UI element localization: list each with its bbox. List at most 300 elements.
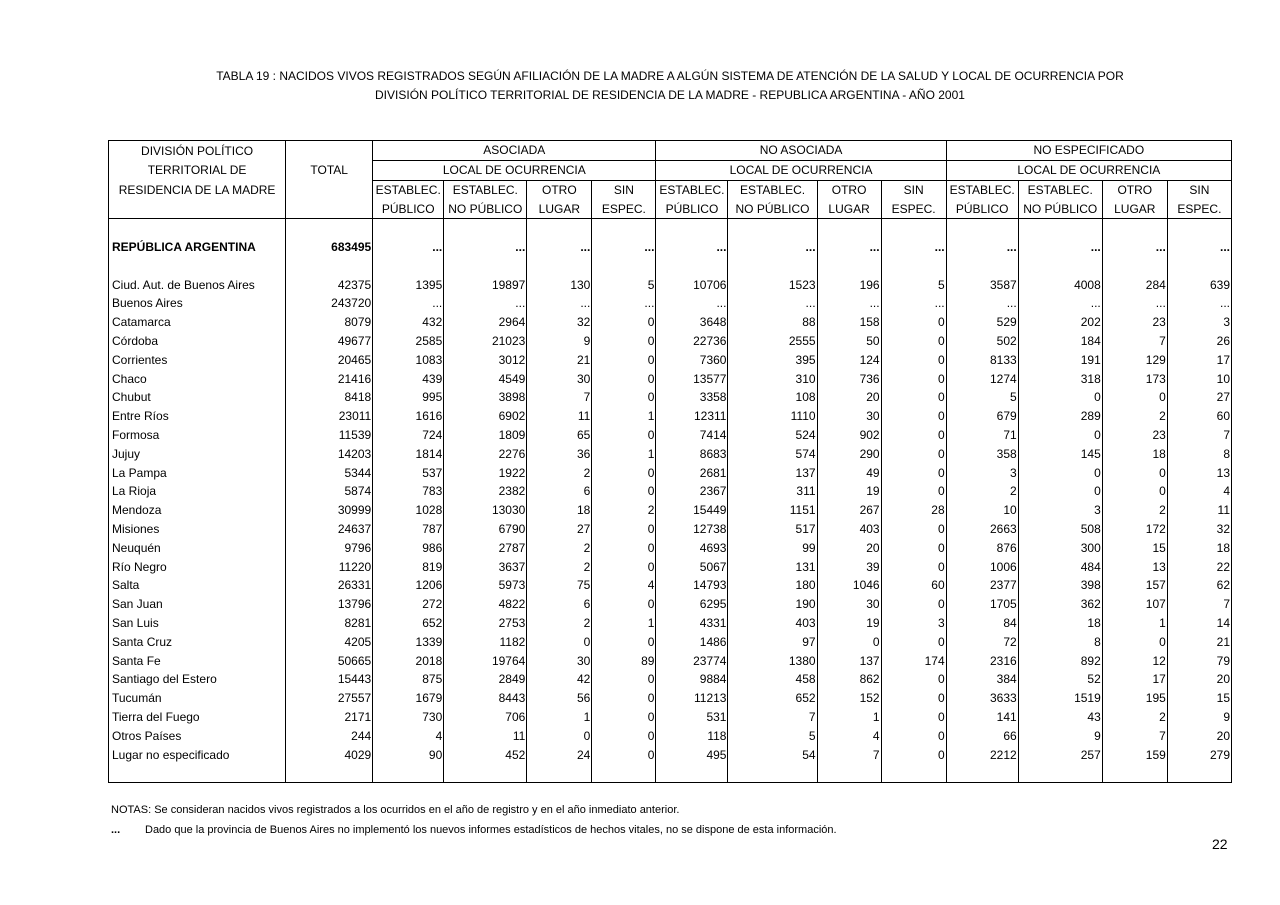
value-cell: 8443	[444, 689, 527, 708]
table-row	[109, 463, 1232, 482]
sub-header: ESPEC.	[592, 199, 656, 218]
value-cell: 0	[592, 388, 656, 407]
value-cell: 18	[1018, 614, 1102, 633]
value-cell: 0	[1018, 482, 1102, 501]
table-row	[109, 670, 1232, 689]
value-cell: 0	[592, 595, 656, 614]
blank-cell	[592, 764, 656, 783]
table-row	[109, 614, 1232, 633]
table-row	[109, 444, 1232, 463]
value-cell: 495	[656, 745, 728, 764]
sub-header: PÚBLICO	[946, 199, 1018, 218]
total-cell: 14203	[286, 444, 373, 463]
value-cell: ...	[728, 294, 817, 313]
value-cell: 0	[592, 520, 656, 539]
blank-cell	[1018, 219, 1102, 236]
value-cell: 28	[881, 501, 946, 520]
value-cell: 6790	[444, 520, 527, 539]
value-cell: 15	[1167, 689, 1231, 708]
value-cell: 11213	[656, 689, 728, 708]
value-cell: 1206	[373, 576, 444, 595]
value-cell: 7	[1102, 726, 1167, 745]
value-cell: 0	[881, 426, 946, 445]
value-cell: 23	[1102, 313, 1167, 332]
value-cell: 2018	[373, 651, 444, 670]
value-cell: 986	[373, 538, 444, 557]
value-cell: 202	[1018, 313, 1102, 332]
blank-cell	[1102, 219, 1167, 236]
blank-cell	[286, 259, 373, 275]
region-name: Tucumán	[109, 689, 286, 708]
value-cell: 300	[1018, 538, 1102, 557]
table-body	[109, 141, 1232, 783]
value-cell: 21	[527, 350, 592, 369]
value-cell: 2	[527, 463, 592, 482]
table-row	[109, 745, 1232, 764]
total-cell: 4205	[286, 632, 373, 651]
value-cell: 13	[1167, 463, 1231, 482]
value-cell: 3	[881, 614, 946, 633]
table-row	[109, 369, 1232, 388]
sub-header: ESTABLEC.	[728, 180, 817, 199]
value-cell: 10	[946, 501, 1018, 520]
value-cell: 99	[728, 538, 817, 557]
sub-header: ESPEC.	[1167, 199, 1231, 218]
total-cell: 244	[286, 726, 373, 745]
value-cell: 0	[881, 407, 946, 426]
value-cell: 19	[817, 482, 881, 501]
value-cell: 90	[373, 745, 444, 764]
blank-cell	[817, 259, 881, 275]
header-blank	[286, 180, 373, 199]
table-row	[109, 294, 1232, 313]
sub-header: ESPEC.	[881, 199, 946, 218]
value-cell: 3012	[444, 350, 527, 369]
value-cell: 706	[444, 708, 527, 727]
value-cell: 22736	[656, 332, 728, 351]
value-cell: 5	[592, 275, 656, 294]
value-cell: 3648	[656, 313, 728, 332]
region-name: Entre Ríos	[109, 407, 286, 426]
value-cell: 0	[881, 369, 946, 388]
value-cell: 180	[728, 576, 817, 595]
sub-header: ESTABLEC.	[444, 180, 527, 199]
table-row	[109, 708, 1232, 727]
value-cell: 508	[1018, 520, 1102, 539]
spacer-row	[109, 259, 1232, 275]
value-cell: 30	[527, 369, 592, 388]
value-cell: 524	[728, 426, 817, 445]
blank-cell	[1167, 259, 1231, 275]
value-cell: 0	[881, 689, 946, 708]
value-cell: 279	[1167, 745, 1231, 764]
value-cell: ...	[1102, 235, 1167, 259]
value-cell: 3633	[946, 689, 1018, 708]
value-cell: 384	[946, 670, 1018, 689]
value-cell: 36	[527, 444, 592, 463]
blank-cell	[656, 219, 728, 236]
blank-cell	[444, 259, 527, 275]
value-cell: 0	[881, 520, 946, 539]
value-cell: 310	[728, 369, 817, 388]
value-cell: 6902	[444, 407, 527, 426]
region-name: Catamarca	[109, 313, 286, 332]
value-cell: 0	[1018, 463, 1102, 482]
table-end-row	[109, 764, 1232, 783]
sub-header: OTRO	[1102, 180, 1167, 199]
value-cell: 995	[373, 388, 444, 407]
total-cell: 24637	[286, 520, 373, 539]
value-cell: 124	[817, 350, 881, 369]
value-cell: 23	[1102, 426, 1167, 445]
value-cell: 30	[527, 651, 592, 670]
value-cell: 6	[527, 595, 592, 614]
total-header: TOTAL	[286, 160, 373, 180]
value-cell: 7414	[656, 426, 728, 445]
argentina-row	[109, 235, 1232, 259]
value-cell: 15	[1102, 538, 1167, 557]
value-cell: 4	[817, 726, 881, 745]
sub-header: LUGAR	[817, 199, 881, 218]
blank-cell	[1018, 259, 1102, 275]
value-cell: 2	[527, 538, 592, 557]
value-cell: 0	[592, 632, 656, 651]
value-cell: 1274	[946, 369, 1018, 388]
region-name: Santa Fe	[109, 651, 286, 670]
value-cell: 362	[1018, 595, 1102, 614]
blank-cell	[109, 259, 286, 275]
no-asociada-local-header: LOCAL DE OCURRENCIA	[656, 160, 946, 180]
value-cell: 20	[1167, 726, 1231, 745]
blank-cell	[109, 764, 286, 783]
page-number: 22	[1212, 836, 1228, 852]
value-cell: 0	[1102, 463, 1167, 482]
sub-header: SIN	[881, 180, 946, 199]
table-row	[109, 689, 1232, 708]
value-cell: 97	[728, 632, 817, 651]
value-cell: 502	[946, 332, 1018, 351]
value-cell: 30	[817, 595, 881, 614]
value-cell: ...	[592, 235, 656, 259]
blank-cell	[1018, 764, 1102, 783]
value-cell: 158	[817, 313, 881, 332]
value-cell: 0	[881, 538, 946, 557]
value-cell: 4008	[1018, 275, 1102, 294]
value-cell: 1	[592, 614, 656, 633]
blank-cell	[656, 764, 728, 783]
value-cell: 1616	[373, 407, 444, 426]
blank-cell	[1102, 259, 1167, 275]
value-cell: 60	[881, 576, 946, 595]
value-cell: 0	[592, 708, 656, 727]
region-name: Corrientes	[109, 350, 286, 369]
blank-cell	[592, 259, 656, 275]
value-cell: 398	[1018, 576, 1102, 595]
value-cell: 2	[1102, 501, 1167, 520]
value-cell: 0	[881, 350, 946, 369]
value-cell: ...	[817, 235, 881, 259]
value-cell: 26	[1167, 332, 1231, 351]
value-cell: 1679	[373, 689, 444, 708]
value-cell: 107	[1102, 595, 1167, 614]
value-cell: 13	[1102, 557, 1167, 576]
value-cell: 0	[592, 313, 656, 332]
sub-header: NO PÚBLICO	[1018, 199, 1102, 218]
value-cell: 137	[817, 651, 881, 670]
blank-cell	[1167, 219, 1231, 236]
value-cell: 8	[1167, 444, 1231, 463]
table-row	[109, 388, 1232, 407]
region-name: La Rioja	[109, 482, 286, 501]
total-cell: 9796	[286, 538, 373, 557]
value-cell: 0	[881, 313, 946, 332]
value-cell: 0	[1102, 482, 1167, 501]
region-name: Misiones	[109, 520, 286, 539]
blank-cell	[881, 219, 946, 236]
table-row	[109, 313, 1232, 332]
region-name: Córdoba	[109, 332, 286, 351]
value-cell: 2585	[373, 332, 444, 351]
value-cell: 19764	[444, 651, 527, 670]
value-cell: 1809	[444, 426, 527, 445]
value-cell: 7360	[656, 350, 728, 369]
value-cell: 60	[1167, 407, 1231, 426]
value-cell: 1380	[728, 651, 817, 670]
value-cell: 4693	[656, 538, 728, 557]
value-cell: 6	[527, 482, 592, 501]
blank-cell	[728, 764, 817, 783]
value-cell: 537	[373, 463, 444, 482]
total-cell: 30999	[286, 501, 373, 520]
value-cell: 39	[817, 557, 881, 576]
value-cell: 902	[817, 426, 881, 445]
value-cell: 0	[592, 538, 656, 557]
sub-header: PÚBLICO	[373, 199, 444, 218]
value-cell: 0	[592, 426, 656, 445]
total-cell: 683495	[286, 235, 373, 259]
value-cell: 195	[1102, 689, 1167, 708]
value-cell: 1705	[946, 595, 1018, 614]
total-cell: 27557	[286, 689, 373, 708]
sub-header: NO PÚBLICO	[728, 199, 817, 218]
value-cell: 432	[373, 313, 444, 332]
value-cell: 196	[817, 275, 881, 294]
value-cell: 17	[1167, 350, 1231, 369]
blank-cell	[946, 764, 1018, 783]
value-cell: 62	[1167, 576, 1231, 595]
region-name: Ciud. Aut. de Buenos Aires	[109, 275, 286, 294]
table-row	[109, 275, 1232, 294]
table-row	[109, 501, 1232, 520]
note-line-1: NOTAS: Se consideran nacidos vivos registrados a los ocurridos en el año de registro y en el año inmediato anterior.	[111, 804, 680, 816]
blank-cell	[286, 219, 373, 236]
value-cell: 129	[1102, 350, 1167, 369]
value-cell: 3	[946, 463, 1018, 482]
value-cell: ...	[373, 294, 444, 313]
value-cell: 4	[373, 726, 444, 745]
value-cell: 52	[1018, 670, 1102, 689]
value-cell: 679	[946, 407, 1018, 426]
value-cell: 2681	[656, 463, 728, 482]
value-cell: ...	[527, 235, 592, 259]
value-cell: 2	[527, 614, 592, 633]
value-cell: 1028	[373, 501, 444, 520]
total-cell: 243720	[286, 294, 373, 313]
value-cell: 79	[1167, 651, 1231, 670]
value-cell: 9	[527, 332, 592, 351]
value-cell: 2276	[444, 444, 527, 463]
value-cell: 5973	[444, 576, 527, 595]
value-cell: 4822	[444, 595, 527, 614]
value-cell: 21	[1167, 632, 1231, 651]
table-row	[109, 576, 1232, 595]
value-cell: 2964	[444, 313, 527, 332]
sub-header: LUGAR	[1102, 199, 1167, 218]
value-cell: 3898	[444, 388, 527, 407]
total-cell: 15443	[286, 670, 373, 689]
value-cell: 145	[1018, 444, 1102, 463]
value-cell: 0	[1018, 388, 1102, 407]
value-cell: 1	[592, 444, 656, 463]
value-cell: 10706	[656, 275, 728, 294]
value-cell: 5	[728, 726, 817, 745]
value-cell: 9884	[656, 670, 728, 689]
value-cell: 7	[817, 745, 881, 764]
region-name: San Juan	[109, 595, 286, 614]
value-cell: 0	[881, 670, 946, 689]
header-blank	[286, 141, 373, 161]
value-cell: ...	[946, 294, 1018, 313]
table-row	[109, 426, 1232, 445]
blank-cell	[881, 259, 946, 275]
value-cell: 11	[527, 407, 592, 426]
asociada-local-header: LOCAL DE OCURRENCIA	[373, 160, 656, 180]
value-cell: 5	[946, 388, 1018, 407]
value-cell: 14	[1167, 614, 1231, 633]
value-cell: 2555	[728, 332, 817, 351]
value-cell: 1110	[728, 407, 817, 426]
sub-header: ESTABLEC.	[373, 180, 444, 199]
no-asociada-header: NO ASOCIADA	[656, 141, 946, 161]
region-name: Lugar no especificado	[109, 745, 286, 764]
value-cell: 42	[527, 670, 592, 689]
total-cell: 2171	[286, 708, 373, 727]
value-cell: 652	[728, 689, 817, 708]
notes	[111, 800, 837, 840]
value-cell: 17	[1102, 670, 1167, 689]
value-cell: 1814	[373, 444, 444, 463]
value-cell: 2367	[656, 482, 728, 501]
value-cell: 724	[373, 426, 444, 445]
value-cell: ...	[881, 235, 946, 259]
value-cell: 0	[592, 557, 656, 576]
table-row	[109, 332, 1232, 351]
value-cell: 9	[1167, 708, 1231, 727]
value-cell: 0	[881, 595, 946, 614]
value-cell: 12	[1102, 651, 1167, 670]
region-name: Santa Cruz	[109, 632, 286, 651]
value-cell: 23774	[656, 651, 728, 670]
value-cell: 65	[527, 426, 592, 445]
value-cell: 8133	[946, 350, 1018, 369]
value-cell: 118	[656, 726, 728, 745]
value-cell: 0	[592, 332, 656, 351]
region-name: Chaco	[109, 369, 286, 388]
value-cell: 12738	[656, 520, 728, 539]
value-cell: 318	[1018, 369, 1102, 388]
value-cell: ...	[444, 235, 527, 259]
blank-cell	[373, 764, 444, 783]
value-cell: 0	[881, 708, 946, 727]
blank-cell	[527, 219, 592, 236]
value-cell: 0	[881, 632, 946, 651]
value-cell: 9	[1018, 726, 1102, 745]
total-cell: 49677	[286, 332, 373, 351]
value-cell: 574	[728, 444, 817, 463]
value-cell: 32	[1167, 520, 1231, 539]
value-cell: 5	[881, 275, 946, 294]
value-cell: 19897	[444, 275, 527, 294]
value-cell: ...	[817, 294, 881, 313]
blank-cell	[444, 764, 527, 783]
value-cell: ...	[592, 294, 656, 313]
value-cell: 3	[1167, 313, 1231, 332]
value-cell: 0	[1102, 632, 1167, 651]
region-name: Jujuy	[109, 444, 286, 463]
sub-header: SIN	[1167, 180, 1231, 199]
value-cell: 7	[1167, 595, 1231, 614]
total-cell: 11220	[286, 557, 373, 576]
value-cell: 2	[946, 482, 1018, 501]
value-cell: 289	[1018, 407, 1102, 426]
value-cell: 13577	[656, 369, 728, 388]
value-cell: 730	[373, 708, 444, 727]
value-cell: 10	[1167, 369, 1231, 388]
table-row	[109, 557, 1232, 576]
value-cell: 0	[592, 726, 656, 745]
header-blank	[286, 199, 373, 218]
value-cell: 1	[527, 708, 592, 727]
value-cell: ...	[444, 294, 527, 313]
value-cell: 4549	[444, 369, 527, 388]
value-cell: 1486	[656, 632, 728, 651]
value-cell: 0	[527, 632, 592, 651]
blank-cell	[881, 764, 946, 783]
value-cell: 0	[881, 463, 946, 482]
value-cell: 0	[881, 482, 946, 501]
value-cell: ...	[946, 235, 1018, 259]
region-name: Salta	[109, 576, 286, 595]
blank-cell	[592, 219, 656, 236]
value-cell: ...	[881, 294, 946, 313]
value-cell: 8683	[656, 444, 728, 463]
total-cell: 5874	[286, 482, 373, 501]
value-cell: 157	[1102, 576, 1167, 595]
value-cell: 7	[1102, 332, 1167, 351]
division-header-line-3: RESIDENCIA DE LA MADRE	[109, 180, 286, 199]
note-line-2-text: Dado que la provincia de Buenos Aires no implementó los nuevos informes estadísticos de hechos vitales, no se dispone de esta información.	[145, 824, 837, 836]
value-cell: 18	[527, 501, 592, 520]
region-name: Mendoza	[109, 501, 286, 520]
value-cell: 0	[1102, 388, 1167, 407]
value-cell: 1523	[728, 275, 817, 294]
value-cell: 529	[946, 313, 1018, 332]
region-name: Otros Países	[109, 726, 286, 745]
value-cell: 72	[946, 632, 1018, 651]
blank-cell	[817, 219, 881, 236]
value-cell: 50	[817, 332, 881, 351]
value-cell: 3637	[444, 557, 527, 576]
